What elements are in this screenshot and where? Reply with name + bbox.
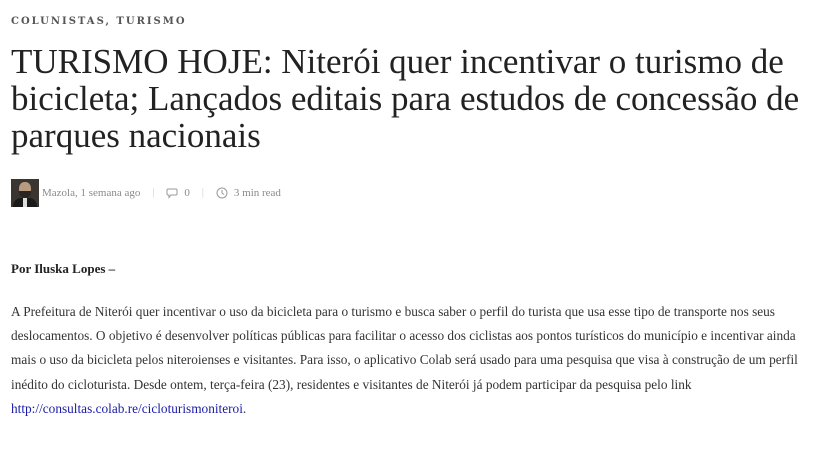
article-paragraph: [11, 300, 819, 421]
meta-separator-2: |: [201, 187, 204, 198]
category-link-turismo[interactable]: TURISMO: [116, 16, 187, 27]
page-title: TURISMO HOJE: Niterói quer incentivar o turismo de bicicleta; Lançados editais para estudos de concessão de parques nacionais: [11, 42, 800, 155]
comment-icon[interactable]: [166, 187, 178, 199]
category-separator: ,: [105, 16, 117, 27]
post-meta: [11, 178, 281, 207]
author-avatar[interactable]: [11, 179, 39, 207]
paragraph-text: A Prefeitura de Niterói quer incentivar o uso da bicicleta para o turismo e busca saber o perfil do turista que usa esse tipo de transporte nos seus deslocamentos. O objetivo é desenvolver políticas públicas para facilitar o acesso dos ciclistas aos pontos turísticos do município e incentivar ainda mais o uso da bicicleta pelos niteroienses e visitantes. Para isso, o aplicativo Colab será usado para uma pesquisa que visa à construção de um perfil inédito do cicloturista. Desde ontem, terça-feira (23), residentes e visitantes de Niterói já podem participar da pesquisa pelo link: [11, 304, 798, 392]
clock-icon: [216, 187, 228, 199]
byline: Por Iluska Lopes –: [11, 261, 116, 276]
read-time: 3 min read: [233, 186, 281, 199]
paragraph-end: .: [242, 400, 247, 416]
category-list: [11, 16, 187, 27]
survey-link[interactable]: http://consultas.colab.re/cicloturismoniteroi: [11, 400, 243, 416]
author-date[interactable]: Mazola, 1 semana ago: [42, 186, 141, 199]
category-link-colunistas[interactable]: COLUNISTAS: [11, 16, 106, 27]
meta-separator: |: [152, 187, 155, 198]
comments-count[interactable]: 0: [184, 186, 190, 199]
